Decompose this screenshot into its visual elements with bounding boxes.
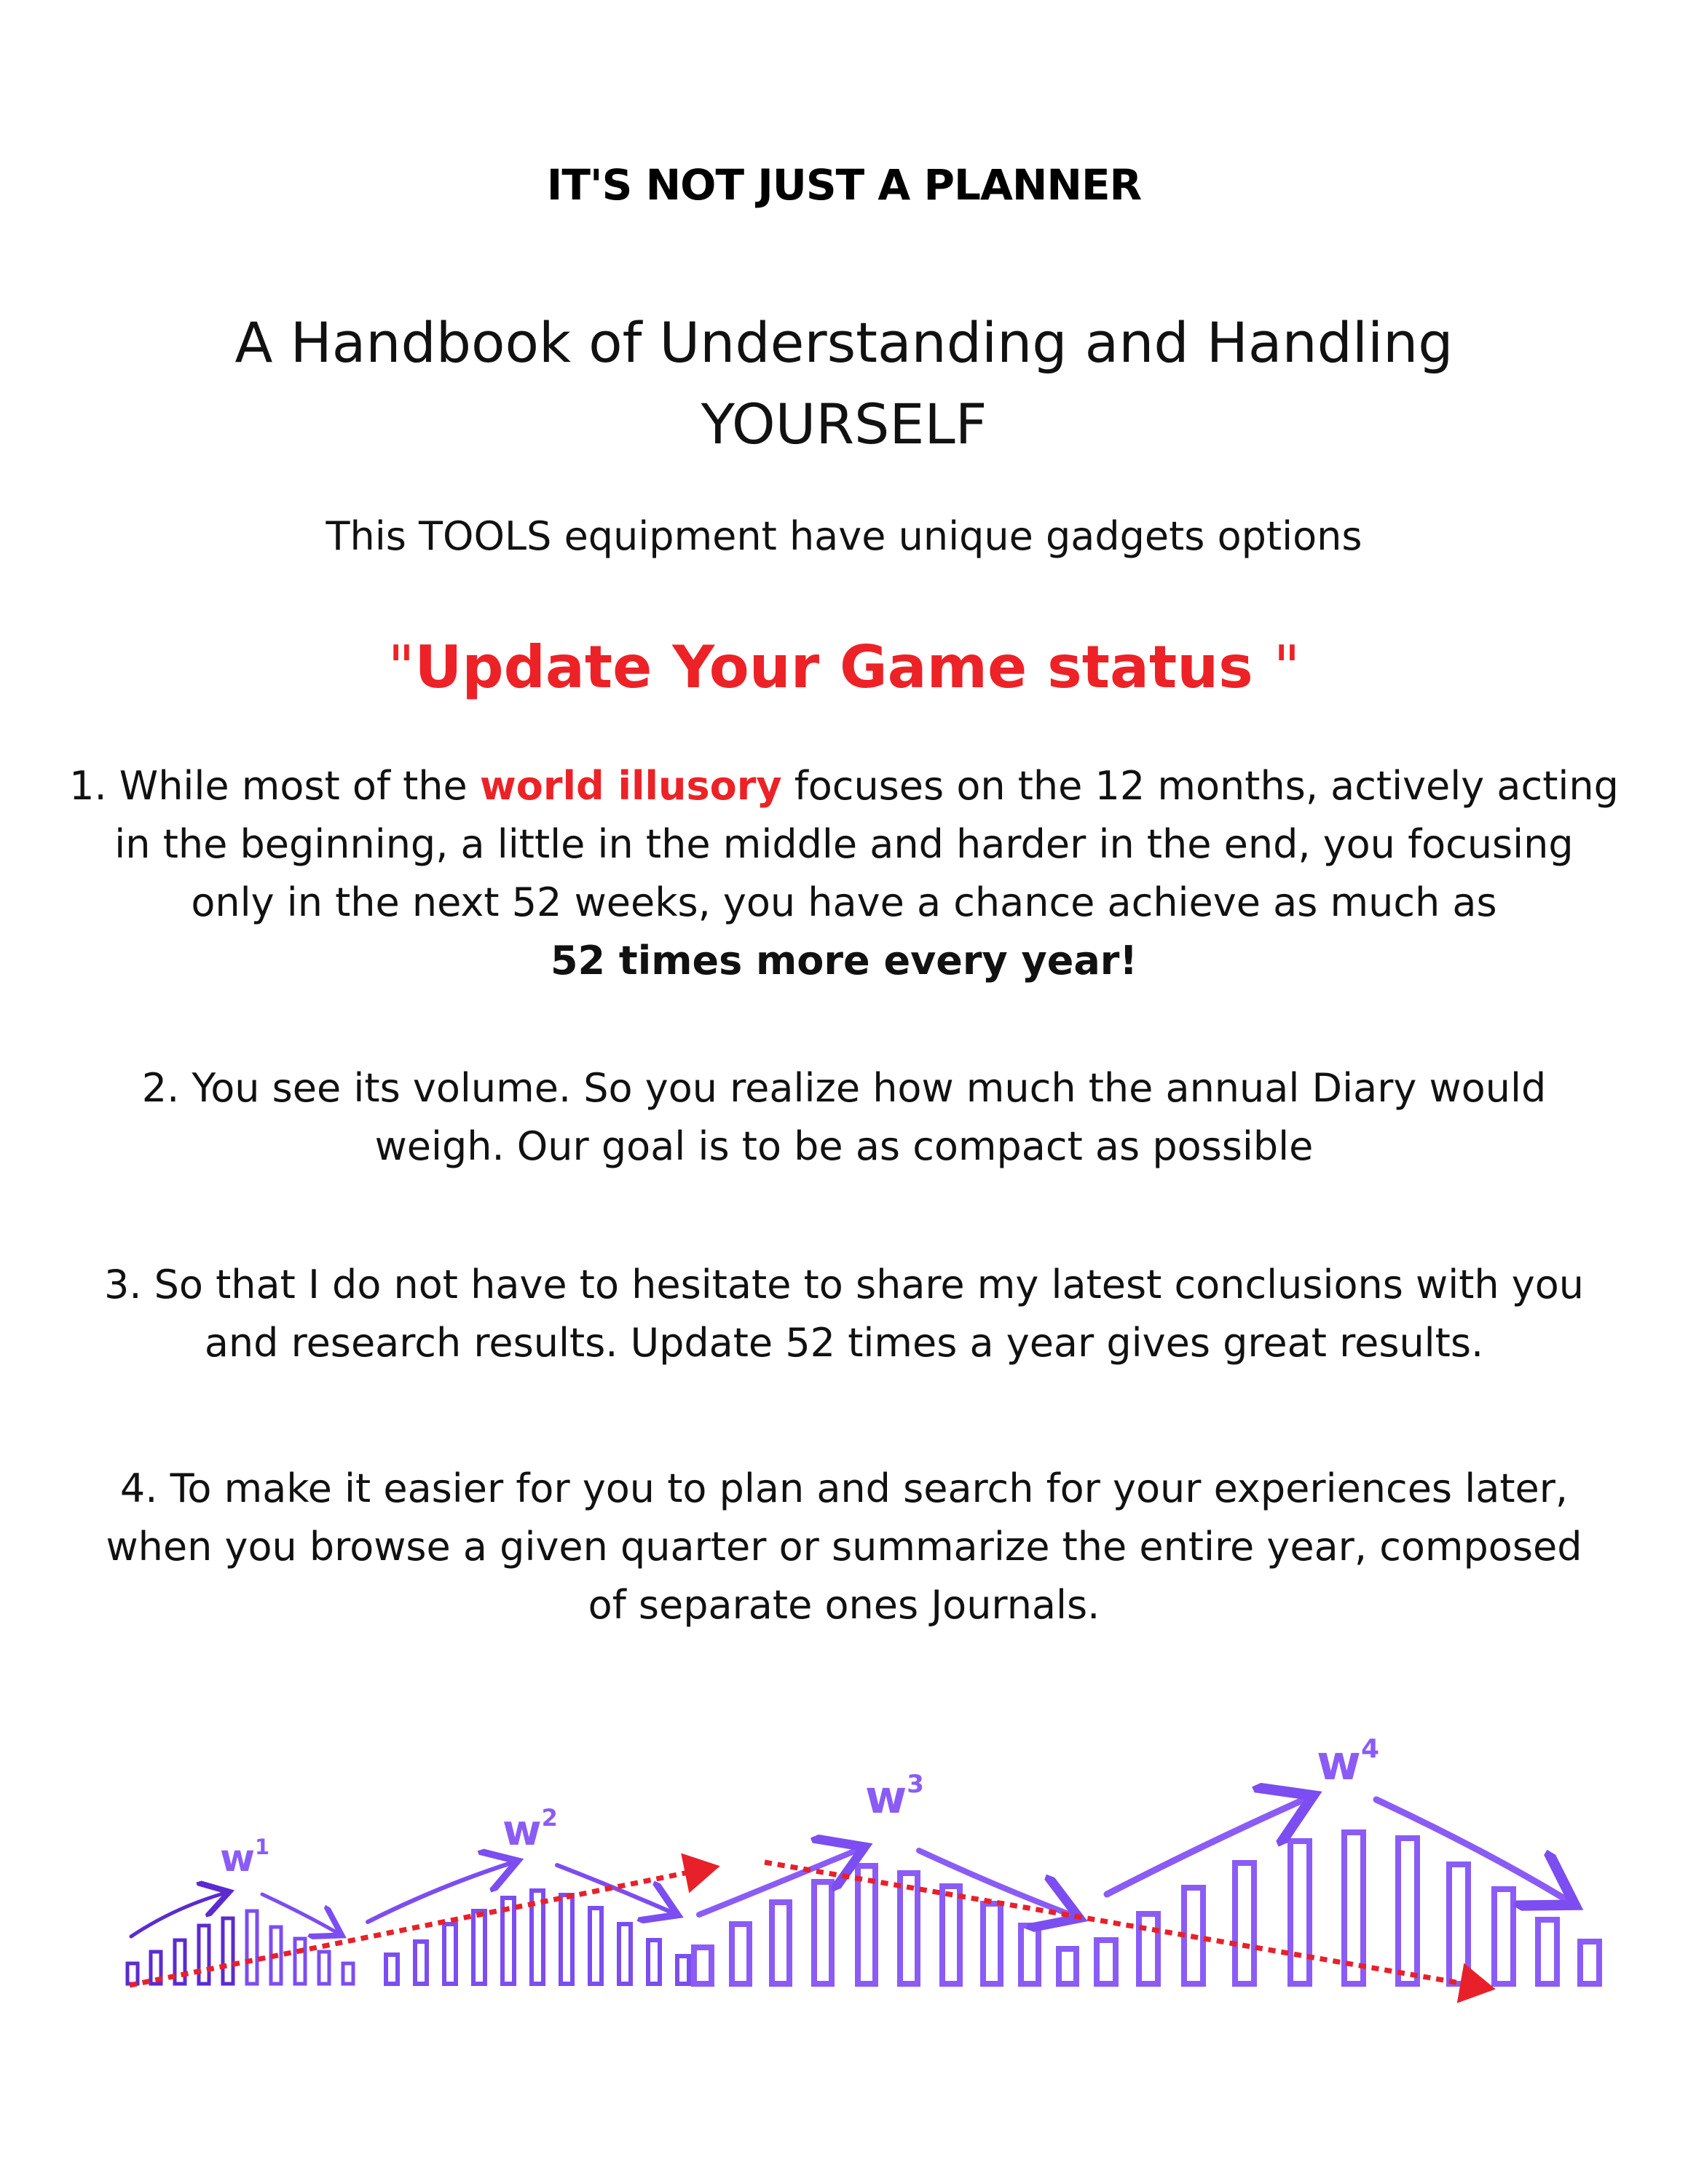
bar (677, 1956, 689, 1984)
bar-group (127, 1832, 1599, 1984)
arc-arrows (131, 1798, 1569, 1936)
p1-red-text: world illusory (479, 763, 782, 809)
paragraph-2 (0, 1059, 1688, 1176)
subtitle: This TOOLS equipment have unique gadgets options (326, 513, 1362, 559)
paragraph-3 (0, 1256, 1688, 1372)
p1-text-after: focuses on the 12 months, actively acting (781, 763, 1619, 809)
p4-line-1: 4. To make it easier for you to plan and search for your experiences later, (119, 1465, 1569, 1511)
title-line-2: YOURSELF (701, 392, 987, 456)
bar (175, 1940, 185, 1984)
bar (732, 1924, 749, 1984)
title-line-1: A Handbook of Understanding and Handling (234, 310, 1454, 375)
bar (343, 1963, 353, 1984)
headline: IT'S NOT JUST A PLANNER (546, 160, 1142, 210)
week-label: $w^3$ (865, 1770, 924, 1824)
bar (1059, 1949, 1076, 1984)
bar (694, 1947, 711, 1984)
bar (590, 1908, 602, 1984)
bar (1139, 1914, 1158, 1984)
bar (1097, 1940, 1116, 1984)
bar (444, 1924, 456, 1984)
page-title (0, 302, 1688, 465)
bar (1398, 1838, 1417, 1984)
trend-arrow (130, 1868, 710, 1985)
bar (1235, 1863, 1254, 1984)
p3-line-2: and research results. Update 52 times a year gives great results. (204, 1320, 1484, 1366)
bar (648, 1940, 660, 1984)
bar (295, 1939, 305, 1984)
bar (983, 1904, 1001, 1984)
bar (619, 1924, 631, 1984)
open-quote: " (387, 633, 415, 701)
week-labels (220, 1734, 1379, 1880)
bar (1449, 1864, 1468, 1984)
p2-line-2: weigh. Our goal is to be as compact as possible (374, 1123, 1314, 1169)
bar (942, 1886, 960, 1984)
trend-lines (130, 1862, 1486, 1987)
arc-arrow (1376, 1800, 1569, 1902)
bar (223, 1918, 233, 1984)
close-quote: " (1273, 633, 1301, 701)
week-label: $w^1$ (220, 1835, 270, 1880)
p1-line-2: in the beginning, a little in the middle and harder in the end, you focusing (114, 821, 1574, 867)
bar (415, 1942, 427, 1984)
p4-line-3: of separate ones Journals. (588, 1582, 1100, 1628)
bar (247, 1911, 257, 1984)
bar (814, 1882, 832, 1984)
bar (199, 1926, 209, 1984)
arc-arrow (1107, 1798, 1307, 1894)
highlight-heading (0, 633, 1688, 701)
paragraph-1 (0, 757, 1688, 990)
paragraph-4 (0, 1460, 1688, 1634)
p1-bold-line: 52 times more every year! (550, 938, 1138, 984)
p2-line-1: 2. You see its volume. So you realize how much the annual Diary would (141, 1065, 1547, 1111)
weekly-growth-illustration (0, 1696, 1688, 2031)
bar (1290, 1841, 1309, 1984)
highlight-text: Update Your Game status (414, 633, 1274, 701)
bar (1021, 1926, 1038, 1984)
bar (473, 1911, 485, 1984)
bar (772, 1902, 789, 1984)
bar (1580, 1942, 1599, 1984)
bar (319, 1952, 329, 1984)
p3-line-1: 3. So that I do not have to hesitate to share my latest conclusions with you (103, 1262, 1585, 1307)
bar (386, 1955, 398, 1984)
p1-text: 1. While most of the (69, 763, 480, 809)
p1-line-3: only in the next 52 weeks, you have a chance achieve as much as (191, 879, 1497, 925)
bar (561, 1895, 572, 1984)
bar (1538, 1920, 1557, 1984)
week-label: $w^2$ (502, 1804, 558, 1855)
p4-line-2: when you browse a given quarter or summarize the entire year, composed (106, 1524, 1582, 1570)
arc-arrow (131, 1893, 226, 1936)
bar (1494, 1889, 1513, 1984)
week-label: $w^4$ (1317, 1734, 1380, 1791)
bar (127, 1963, 138, 1984)
